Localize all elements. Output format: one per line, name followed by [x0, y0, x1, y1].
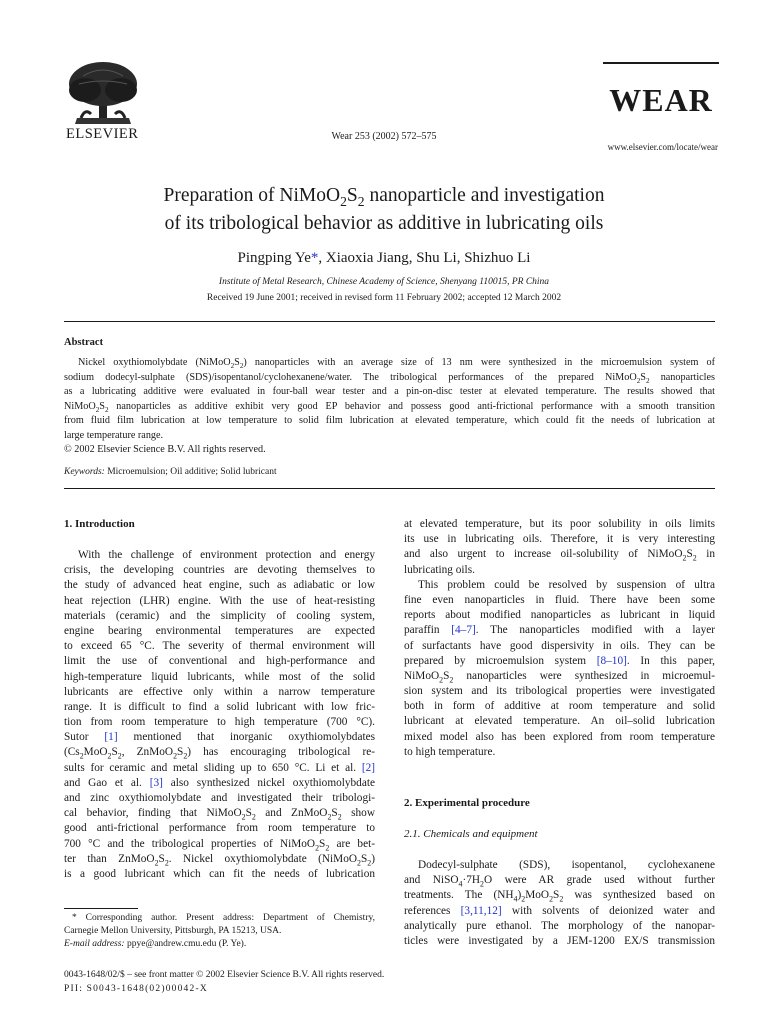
- abstract-body: Nickel oxythiomolybdate $(NiMoO_2S_2)$ nanoparticles with an average size of 13 nm were synthesized in the microemulsion system of sodium dodecyl-sulphate (SDS)/isopentanol/cyclohexanene/water. The tribological performances of the prepared $NiMoO_2S_2$ nanoparticles as a lubricating additive were evaluated in four-ball wear tester and a pin-on-disc tester at elevated temperature. The results showed that $NiMoO_2S_2$ nanoparticles as additive exhibit very good EP behavior and possess good anti-frictional performance with a smooth transition from fluid film lubrication at low temperature to solid film lubrication at elevated temperature, which could fit the needs of lubrication at large temperature range. © 2002 Elsevier Science B.V. All rights reserved.: [64, 356, 715, 458]
- copyright: © 2002 Elsevier Science B.V. All rights reserved.: [64, 444, 266, 455]
- journal-title: WEAR: [609, 82, 713, 118]
- abstract-top-rule: [64, 321, 715, 322]
- section-1-heading: 1. Introduction: [64, 518, 135, 530]
- paper-title-line-1: Preparation of $NiMoO_2S_2$ nanoparticle and investigation: [163, 185, 605, 209]
- received-dates: Received 19 June 2001; received in revised form 11 February 2002; accepted 12 March 2002: [206, 293, 562, 303]
- email-link[interactable]: ppye@andrew.cmu.edu (P. Ye).: [124, 939, 247, 949]
- reference-link[interactable]: [3]: [149, 776, 163, 789]
- publisher-name: ELSEVIER: [66, 126, 139, 142]
- elsevier-tree-logo: [63, 60, 143, 130]
- journal-citation: Wear 253 (2002) 572–575: [331, 131, 437, 142]
- reference-link[interactable]: [3,11,12]: [460, 904, 502, 917]
- keywords: Keywords: Microemulsion; Oil additive; Solid lubricant: [64, 467, 277, 477]
- section-2-1-heading: 2.1. Chemicals and equipment: [404, 828, 538, 840]
- reference-link[interactable]: [1]: [104, 731, 118, 744]
- abstract-heading: Abstract: [64, 337, 104, 348]
- corresponding-author-link[interactable]: *: [310, 250, 319, 266]
- introduction-continued: at elevated temperature, but its poor solubility in oils limits its use in lubricating oils. Therefore, it is very interesting and also urgent to increase oil-solubility of $NiMoO_2S_2$ in lubricating oils. This problem could be resolved by suspension of ultra fine even nanoparticles in fluid. There have been some reports about modified nanoparticles as lubricant in liquid paraffin [4–7]. The nanoparticles modified with a layer of surfactants have good dispersivity in oils. They can be prepared by microemulsion system [8–10]. In this paper, $NiMoO_2S_2$ nanoparticles were synthesized in microemul- sion system and its tribological properties were investigated both in form of additive at room temperature and solid lubricant at elevated temperature. An oil–solid lubrication mixed model also has been explored from room temperature to high temperature.: [404, 518, 715, 758]
- journal-rule: [603, 62, 719, 64]
- paper-title-line-2: of its tribological behavior as additive in lubricating oils: [164, 213, 604, 234]
- introduction-text: With the challenge of environment protection and energy crisis, the developing countries are devoting themselves to the study of advanced heat engine, such as adiabatic or low heat rejection (LHR) engine. With the use of heat-resisting materials (ceramic) and the simplicity of cooling system, engine bearing environmental temperatures are expected to exceed 65 °C. The severity of thermal environment will limit the use of conventional and high-performance and high-temperature liquid lubricants, while most of the solid lubricants are effective only within a narrow temperature range. It is difficult to find a solid lubricant with low fric- tion from room temperature to high temperature (700 °C). Sutor [1] mentioned that inorganic oxythiomolybdates ($Cs_2MoO_2S_2$, $ZnMoO_2S_2$) has encouraging tribological re- sults for ceramic and metal sliding up to 650 °C. Li et al. [2] and Gao et al. [3] also synthesized nickel oxythiomolybdate and zinc oxythiomolybdate and investigated their tribologi- cal behavior, finding that $NiMoO_2S_2$ and $ZnMoO_2S_2$ show good anti-frictional performance from room temperature to 700 °C and the tribological properties of $NiMoO_2S_2$ are bet- ter than $ZnMoO_2S_2$. Nickel oxythiomolybdate $(NiMoO_2S_2)$ is a good lubricant which can fit the needs of lubrication: [64, 549, 376, 880]
- abstract-bottom-rule: [64, 488, 715, 489]
- affiliation: Institute of Metal Research, Chinese Academy of Science, Shenyang 110015, PR China: [218, 277, 550, 287]
- author-list: Pingping Ye*, Xiaoxia Jiang, Shu Li, Shizhuo Li: [237, 250, 531, 266]
- section-2-heading: 2. Experimental procedure: [404, 797, 530, 809]
- pii-line: PII: S0043-1648(02)00042-X: [64, 984, 208, 994]
- issn-line: 0043-1648/02/$ – see front matter © 2002 Elsevier Science B.V. All rights reserved.: [64, 970, 385, 980]
- experimental-text: Dodecyl-sulphate (SDS), isopentanol, cyclohexanene and $NiSO_4\cdot 7H_2O$ were AR grade used without further treatments. The $(NH_4)_2MoO_2S_2$ was synthesized based on references [3,11,12] with solvents of deionized water and analytically pure ethanol. The morphology of the nanopar- ticles were investigated by a JEM-1200 EX/S transmission: [404, 859, 716, 947]
- footnote-rule: [64, 908, 138, 909]
- reference-link[interactable]: [4–7]: [451, 624, 476, 637]
- corresponding-author-footnote: * Corresponding author. Present address: Department of Chemistry, Carnegie Mellon University, Pittsburgh, PA 15213, USA. E-mail address: ppye@andrew.cmu.edu (P. Ye).: [64, 913, 375, 949]
- journal-url[interactable]: www.elsevier.com/locate/wear: [607, 142, 718, 152]
- reference-link[interactable]: [8–10]: [596, 654, 627, 667]
- reference-link[interactable]: [2]: [361, 761, 375, 774]
